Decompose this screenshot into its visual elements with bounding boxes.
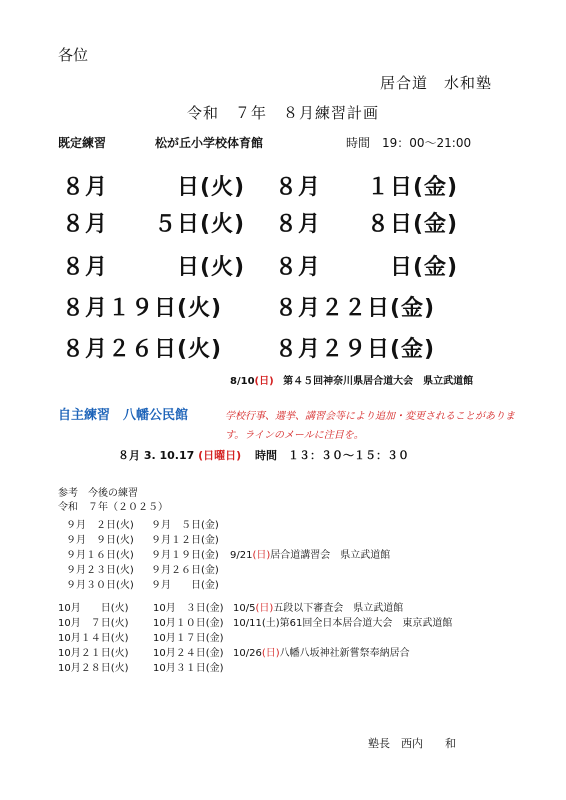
tuesday-date: ８月１９日(火): [62, 296, 223, 321]
friday-date: ８月２９日(金): [275, 337, 436, 362]
friday-date: 10月１７日(金): [153, 633, 224, 644]
event: 10/11(土)第61回全日本居合道大会 東京武道館: [233, 618, 453, 629]
tuesday-date: ９月２３日(火): [66, 565, 134, 576]
signature: 塾長 西内 和: [368, 737, 456, 750]
reference-era: 令和 ７年（２０２５）: [58, 502, 168, 513]
friday-date: ９月２６日(金): [151, 565, 219, 576]
event: 9/21(日)居合道講習会 県立武道館: [230, 550, 391, 561]
event: 10/26(日)八幡八坂神社新嘗祭奉納居合: [233, 648, 410, 659]
regular-practice-label: 既定練習: [58, 136, 107, 150]
friday-date: 10月１０日(金): [153, 618, 224, 629]
friday-date: 10月３１日(金): [153, 663, 224, 674]
tuesday-date: 10月１４日(火): [58, 633, 129, 644]
friday-date: ９月 日(金): [151, 580, 219, 591]
addressee: 各位: [58, 46, 89, 64]
friday-date: ８月 ８日(金): [275, 212, 459, 237]
organization-name: 居合道 水和塾: [379, 74, 492, 92]
tuesday-date: 10月２１日(火): [58, 648, 129, 659]
friday-date: ９月１２日(金): [151, 535, 219, 546]
friday-date: 10月 ３日(金): [153, 603, 224, 614]
friday-date: ８月２２日(金): [275, 296, 436, 321]
tuesday-date: ８月２６日(火): [62, 337, 223, 362]
tuesday-date: ８月 日(火): [62, 255, 246, 280]
voluntary-day: (日曜日): [198, 449, 242, 462]
voluntary-date: ８月 3. 10.17: [118, 449, 195, 462]
tuesday-date: ９月１６日(火): [66, 550, 134, 561]
voluntary-practice-label: 自主練習 八幡公民館: [58, 408, 189, 423]
tuesday-date: 10月２８日(火): [58, 663, 129, 674]
tuesday-date: 10月 ７日(火): [58, 618, 129, 629]
voluntary-practice-dates: [118, 447, 409, 463]
tuesday-date: ８月 日(火): [62, 175, 246, 200]
page-title: 令和 ７年 ８月練習計画: [186, 104, 379, 122]
tuesday-date: ９月 ９日(火): [66, 535, 134, 546]
voluntary-practice-note: 学校行事、選挙、講習会等により追加・変更されることがあります。ラインのメールに注目を。: [225, 411, 515, 441]
friday-date: ９月１９日(金): [151, 550, 219, 561]
tuesday-date: ９月３０日(火): [66, 580, 134, 591]
tuesday-date: ９月 ２日(火): [66, 520, 134, 531]
friday-date: ８月 １日(金): [275, 175, 459, 200]
note-date: 8/10: [230, 376, 255, 387]
regular-practice-time: 時間 19：00～21:00: [346, 136, 472, 150]
event: 10/5(日)五段以下審査会 県立武道館: [233, 603, 404, 614]
regular-practice-venue: 松が丘小学校体育館: [155, 136, 264, 150]
schedule-row: [0, 332, 566, 362]
friday-date: ８月 日(金): [275, 255, 459, 280]
friday-date: 10月２４日(金): [153, 648, 224, 659]
schedule-row: [0, 170, 566, 200]
schedule-row: [0, 207, 566, 237]
friday-date: ９月 ５日(金): [151, 520, 219, 531]
reference-title: 参考 今後の練習: [58, 488, 138, 499]
voluntary-time: 時間 １３：３０～１５：３０: [255, 449, 410, 462]
schedule-row: [0, 250, 566, 280]
sunday-mark: (日): [254, 376, 274, 387]
note-text: 第４５回神奈川県居合道大会 県立武道館: [283, 376, 474, 387]
tuesday-date: ８月 ５日(火): [62, 212, 246, 237]
schedule-row: [0, 291, 566, 321]
tournament-note: [230, 372, 473, 387]
reference-header: [58, 487, 168, 515]
tuesday-date: 10月 日(火): [58, 603, 129, 614]
